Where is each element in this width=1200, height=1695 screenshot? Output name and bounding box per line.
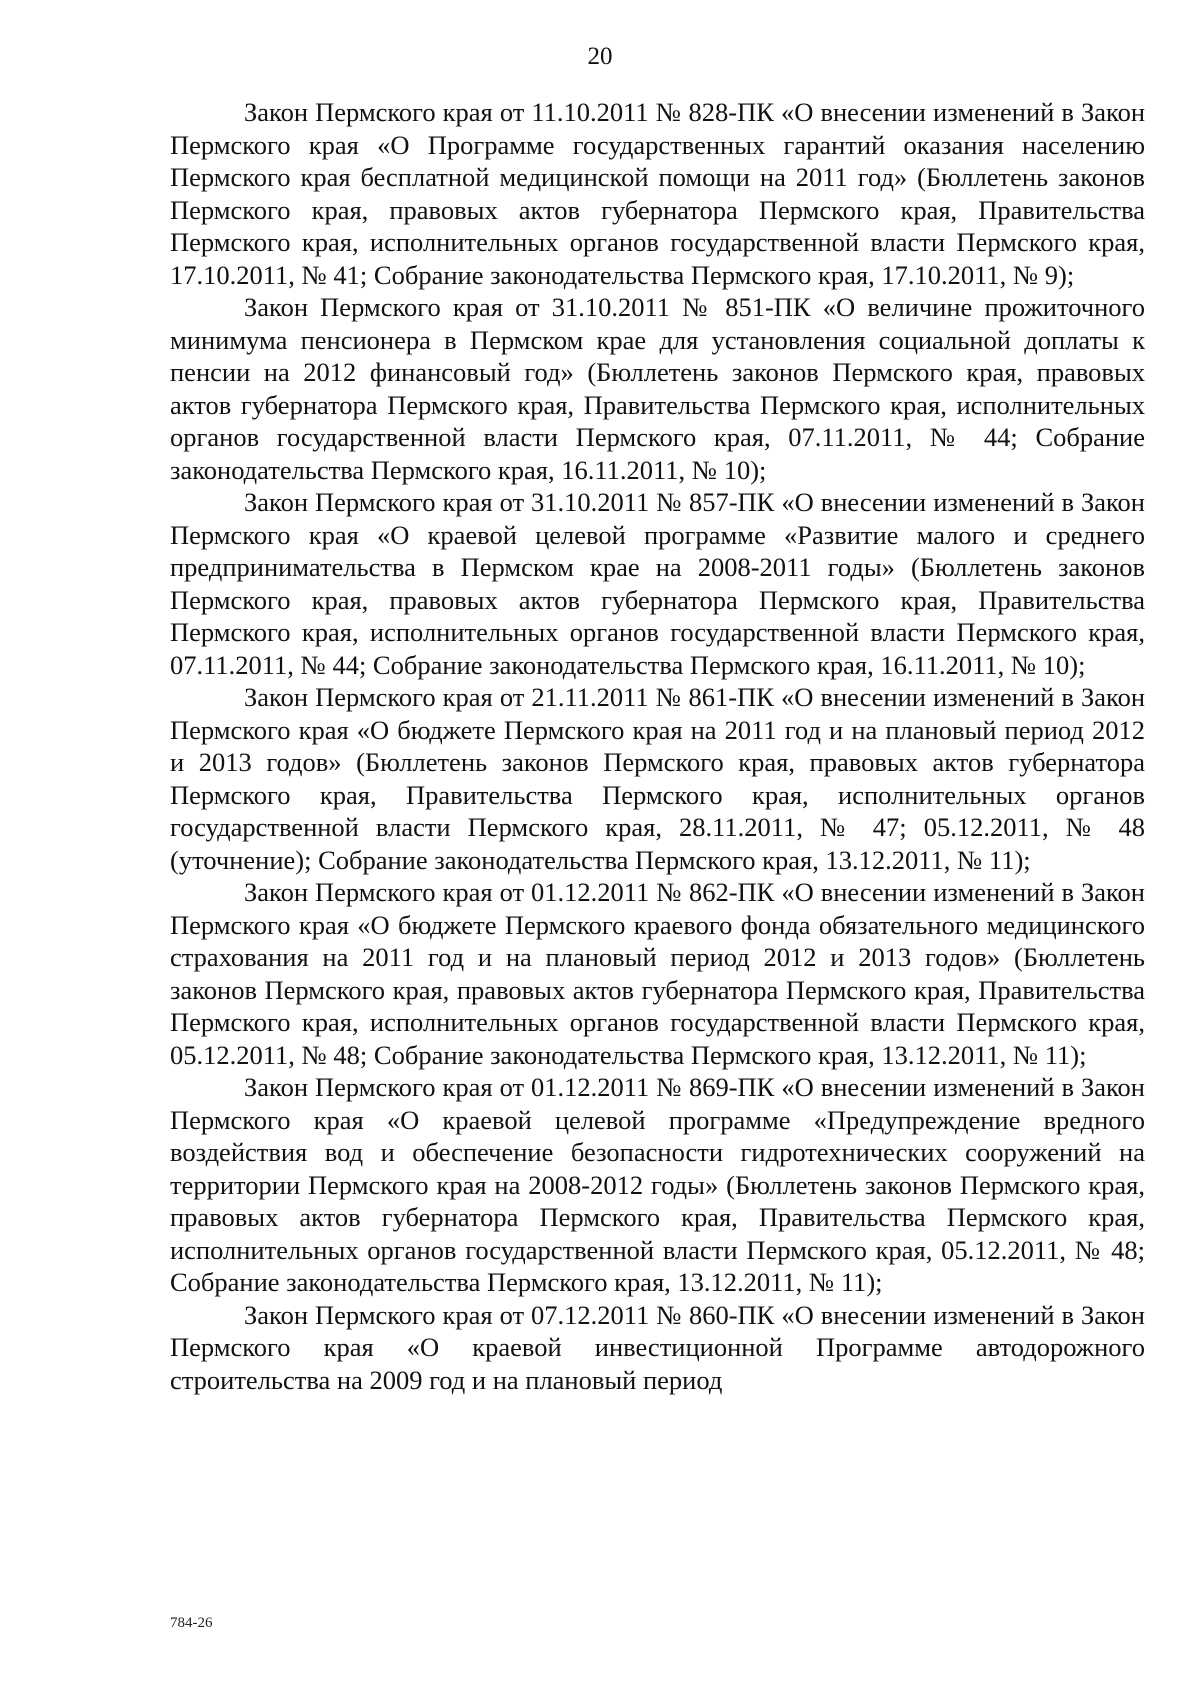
paragraph: Закон Пермского края от 01.12.2011 № 869-ПК «О внесении изменений в Закон Пермского края «О краевой целевой программе «Предупреждение вредного воздействия вод и обеспечение безопасности гидротехнических сооружений на территории Пермского края на 2008-2012 годы» (Бюллетень законов Пермского края, правовых актов губернатора Пермского края, Правительства Пермского края, исполнительных органов государственной власти Пермского края, 05.12.2011, № 48; Собрание законодательства Пермского края, 13.12.2011, № 11); xyxy=(170,1072,1145,1297)
document-code: 784-26 xyxy=(170,1615,213,1631)
paragraph: Закон Пермского края от 31.10.2011 № 857-ПК «О внесении изменений в Закон Пермского края «О краевой целевой программе «Развитие малого и среднего предпринимательства в Пермском крае на 2008-2011 годы» (Бюллетень законов Пермского края, правовых актов губернатора Пермского края, Правительства Пермского края, исполнительных органов государственной власти Пермского края, 07.11.2011, № 44; Собрание законодательства Пермского края, 16.11.2011, № 10); xyxy=(170,487,1145,680)
page-number: 20 xyxy=(587,43,613,70)
paragraph: Закон Пермского края от 21.11.2011 № 861-ПК «О внесении изменений в Закон Пермского края «О бюджете Пермского края на 2011 год и на плановый период 2012 и 2013 годов» (Бюллетень законов Пермского края, правовых актов губернатора Пермского края, Правительства Пермского края, исполнительных органов государственной власти Пермского края, 28.11.2011, № 47; 05.12.2011, № 48 (уточнение); Собрание законодательства Пермского края, 13.12.2011, № 11); xyxy=(170,682,1145,875)
paragraph: Закон Пермского края от 01.12.2011 № 862-ПК «О внесении изменений в Закон Пермского края «О бюджете Пермского краевого фонда обязательного медицинского страхования на 2011 год и на плановый период 2012 и 2013 годов» (Бюллетень законов Пермского края, правовых актов губернатора Пермского края, Правительства Пермского края, исполнительных органов государственной власти Пермского края, 05.12.2011, № 48; Собрание законодательства Пермского края, 13.12.2011, № 11); xyxy=(170,877,1145,1070)
paragraph: Закон Пермского края от 11.10.2011 № 828-ПК «О внесении изменений в Закон Пермского края «О Программе государственных гарантий оказания населению Пермского края бесплатной медицинской помощи на 2011 год» (Бюллетень законов Пермского края, правовых актов губернатора Пермского края, Правительства Пермского края, исполнительных органов государственной власти Пермского края, 17.10.2011, № 41; Собрание законодательства Пермского края, 17.10.2011, № 9); xyxy=(170,97,1145,290)
paragraph: Закон Пермского края от 31.10.2011 № 851-ПК «О величине прожиточного минимума пенсионера в Пермском крае для установления социальной доплаты к пенсии на 2012 финансовый год» (Бюллетень законов Пермского края, правовых актов губернатора Пермского края, Правительства Пермского края, исполнительных органов государственной власти Пермского края, 07.11.2011, № 44; Собрание законодательства Пермского края, 16.11.2011, № 10); xyxy=(170,292,1145,485)
document-body xyxy=(170,96,1145,1396)
paragraph: Закон Пермского края от 07.12.2011 № 860-ПК «О внесении изменений в Закон Пермского края «О краевой инвестиционной Программе автодорожного строительства на 2009 год и на плановый период xyxy=(170,1299,1145,1395)
